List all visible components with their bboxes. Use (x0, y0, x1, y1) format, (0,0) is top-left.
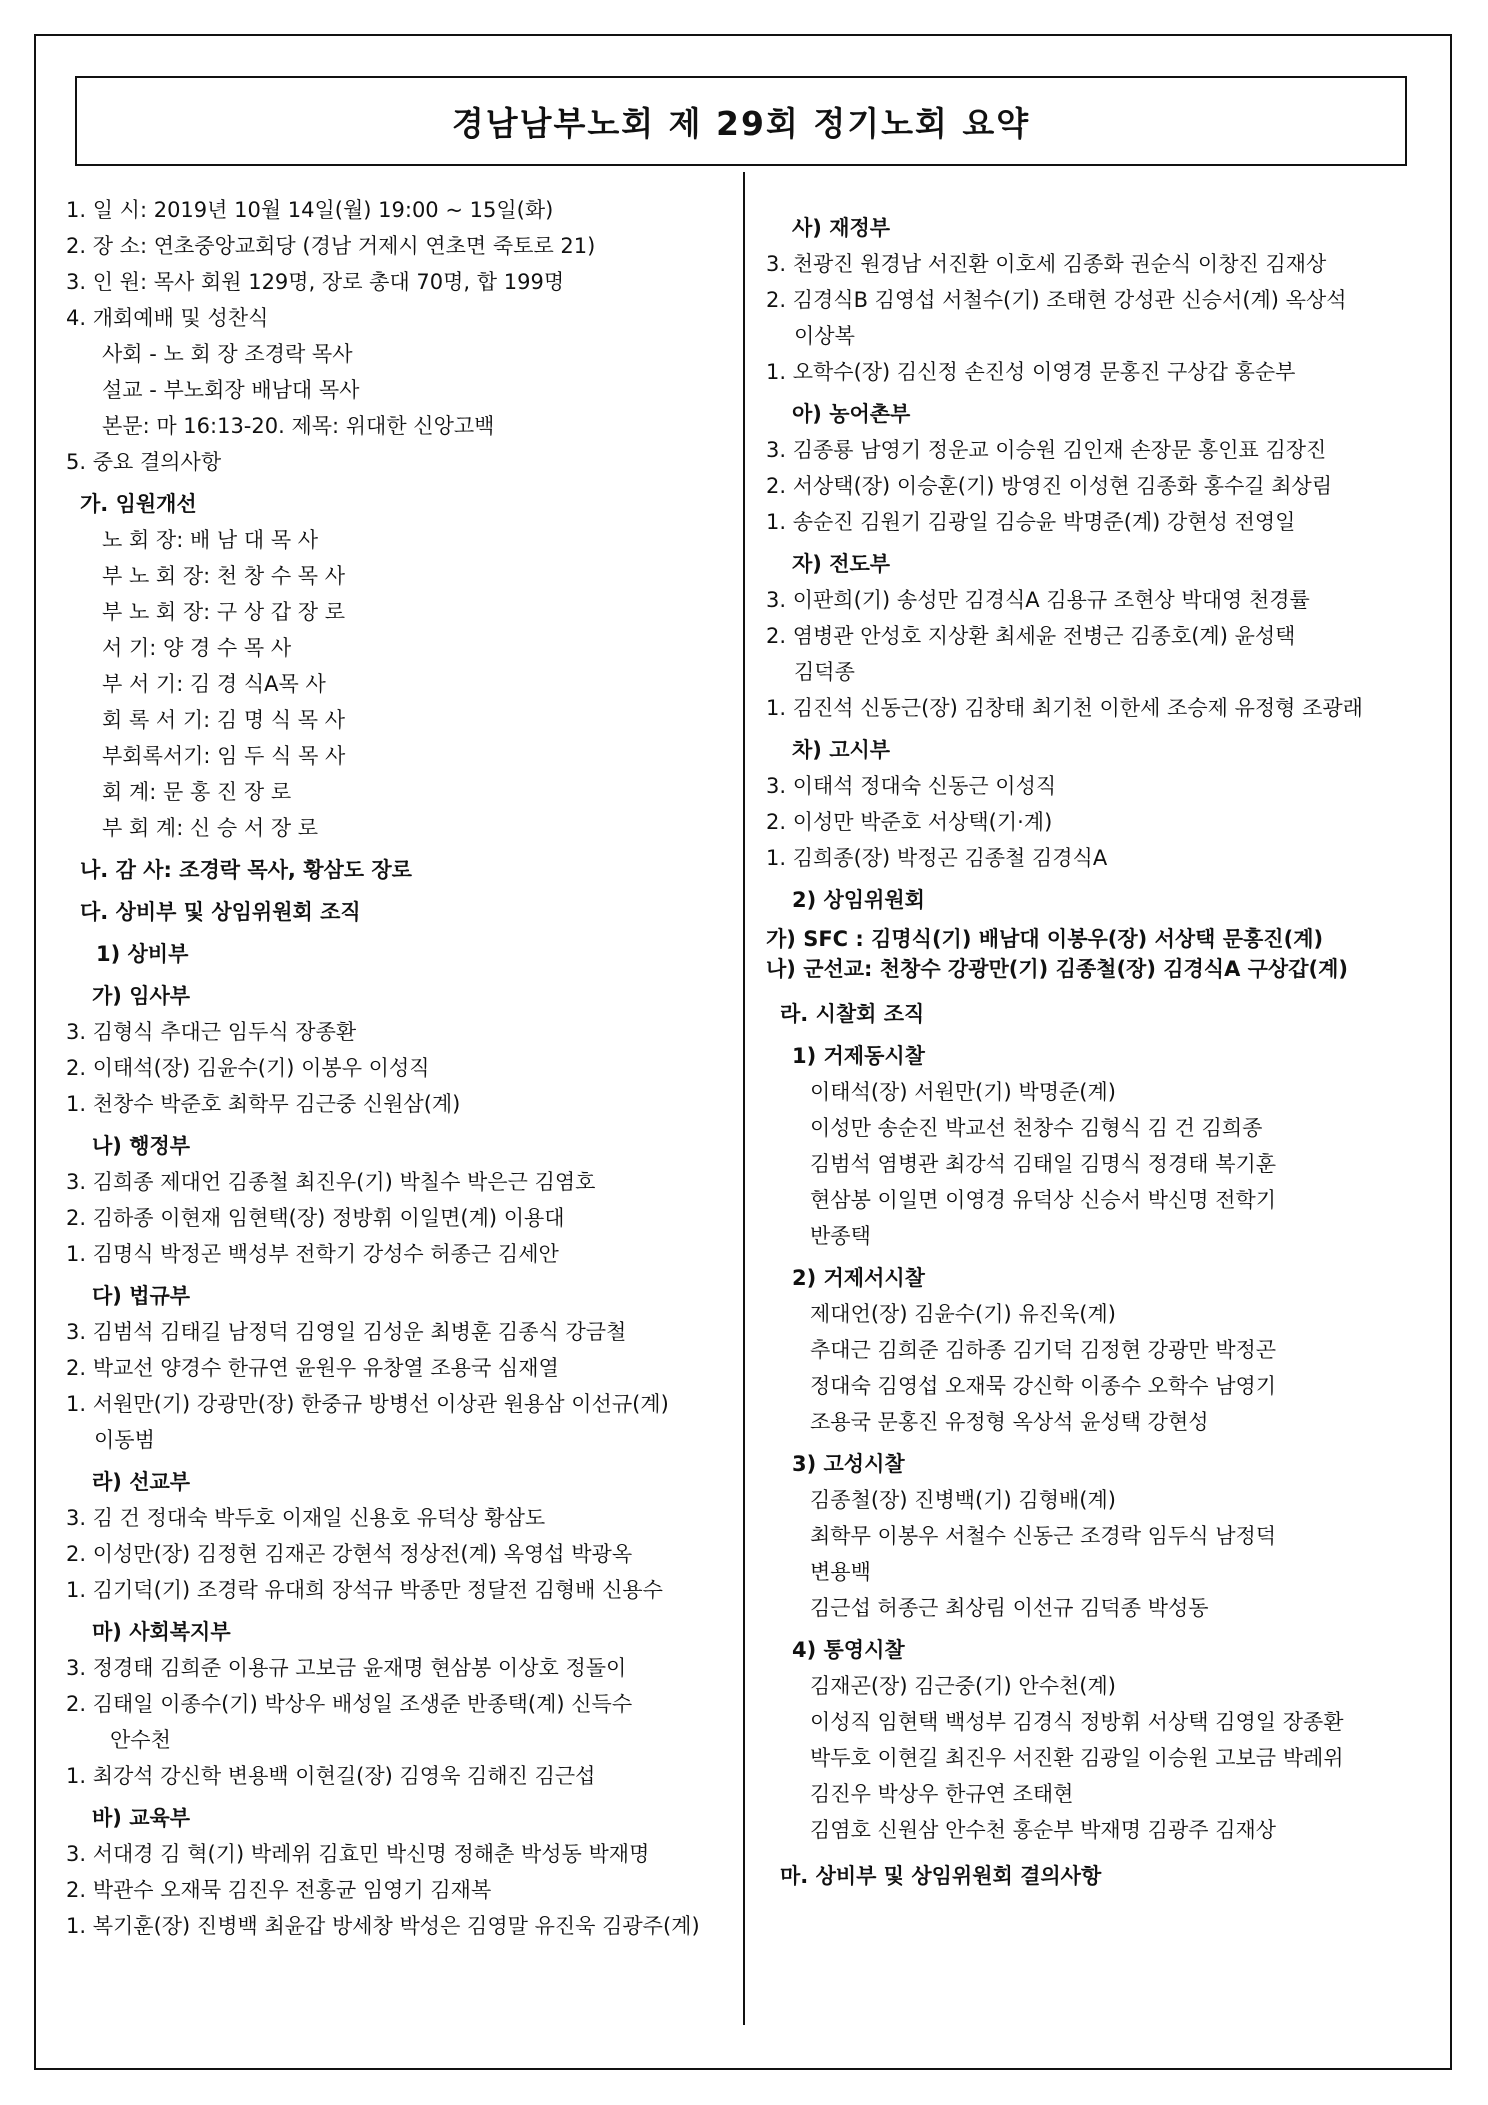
text-line: 1. 김진석 신동근(장) 김창태 최기천 이한세 조승제 유정형 조광래 (766, 696, 1363, 720)
text-line: 1. 김희종(장) 박정곤 김종철 김경식A (766, 846, 1108, 870)
subsection-heading: 1) 상비부 (96, 942, 189, 966)
text-line: 2. 김경식B 김영섭 서철수(기) 조태현 강성관 신승서(계) 옥상석 (766, 288, 1347, 312)
text-line: 3. 김 건 정대숙 박두호 이재일 신용호 유덕상 황삼도 (66, 1506, 546, 1530)
text-line: 김근섭 허종근 최상림 이선규 김덕종 박성동 (810, 1596, 1209, 1620)
text-line: 3. 김희종 제대언 김종철 최진우(기) 박칠수 박은근 김염호 (66, 1170, 596, 1194)
committee-line: 가) SFC : 김명식(기) 배남대 이봉우(장) 서상택 문홍진(계) (766, 927, 1324, 951)
text-line: 안수천 (110, 1728, 171, 1752)
text-line: 1. 서원만(기) 강광만(장) 한중규 방병선 이상관 원용삼 이선규(계) (66, 1392, 669, 1416)
dept-heading: 사) 재정부 (792, 216, 891, 240)
text-line: 2. 박교선 양경수 한규연 윤원우 유창열 조용국 심재열 (66, 1356, 559, 1380)
text-line: 설교 - 부노회장 배남대 목사 (102, 378, 360, 402)
text-line: 추대근 김희준 김하종 김기덕 김정현 강광만 박정곤 (810, 1338, 1277, 1362)
text-line: 5. 중요 결의사항 (66, 450, 222, 474)
text-line: 현삼봉 이일면 이영경 유덕상 신승서 박신명 전학기 (810, 1188, 1277, 1212)
left-column (66, 192, 731, 1944)
text-line: 4. 개회예배 및 성찬식 (66, 306, 269, 330)
text-line: 정대숙 김영섭 오재묵 강신학 이종수 오학수 남영기 (810, 1374, 1277, 1398)
text-line: 사회 - 노 회 장 조경락 목사 (102, 342, 353, 366)
dept-heading: 나) 행정부 (92, 1134, 191, 1158)
text-line: 1. 김명식 박정곤 백성부 전학기 강성수 허종근 김세안 (66, 1242, 559, 1266)
text-line: 3. 정경태 김희준 이용규 고보금 윤재명 현삼봉 이상호 정돌이 (66, 1656, 627, 1680)
officer-line: 부 회 계: 신 승 서 장 로 (102, 816, 319, 840)
officer-line: 노 회 장: 배 남 대 목 사 (102, 528, 319, 552)
officer-line: 서 기: 양 경 수 목 사 (102, 636, 292, 660)
text-line: 3. 김종룡 남영기 정운교 이승원 김인재 손장문 홍인표 김장진 (766, 438, 1327, 462)
text-line: 이태석(장) 서원만(기) 박명준(계) (810, 1080, 1116, 1104)
text-line: 반종택 (810, 1224, 871, 1248)
section-heading: 라. 시찰회 조직 (780, 1002, 925, 1026)
officer-line: 부 서 기: 김 경 식A목 사 (102, 672, 326, 696)
officer-line: 회 록 서 기: 김 명 식 목 사 (102, 708, 346, 732)
text-line: 1. 일 시: 2019년 10월 14일(월) 19:00 ~ 15일(화) (66, 198, 554, 222)
text-line: 3. 김형식 추대근 임두식 장종환 (66, 1020, 357, 1044)
officer-line: 부 노 회 장: 구 상 갑 장 로 (102, 600, 346, 624)
page-title: 경남남부노회 제 29회 정기노회 요약 (451, 103, 1031, 143)
text-line: 3. 이판희(기) 송성만 김경식A 김용규 조현상 박대영 천경률 (766, 588, 1310, 612)
text-line: 3. 이태석 정대숙 신동근 이성직 (766, 774, 1057, 798)
text-line: 이동범 (94, 1428, 155, 1452)
text-line: 김종철(장) 진병백(기) 김형배(계) (810, 1488, 1116, 1512)
text-line: 변용백 (810, 1560, 871, 1584)
text-line: 3. 김범석 김태길 남정덕 김영일 김성운 최병훈 김종식 강금철 (66, 1320, 627, 1344)
text-line: 2. 김태일 이종수(기) 박상우 배성일 조생준 반종택(계) 신득수 (66, 1692, 633, 1716)
officer-line: 부회록서기: 임 두 식 목 사 (102, 744, 346, 768)
text-line: 이상복 (794, 324, 855, 348)
subsection-heading: 2) 거제서시찰 (792, 1266, 925, 1290)
text-line: 2. 서상택(장) 이승훈(기) 방영진 이성현 김종화 홍수길 최상림 (766, 474, 1333, 498)
dept-heading: 다) 법규부 (92, 1284, 191, 1308)
dept-heading: 바) 교육부 (92, 1806, 191, 1830)
title-box (75, 76, 1407, 166)
text-line: 1. 복기훈(장) 진병백 최윤갑 방세창 박성은 김영말 유진욱 김광주(계) (66, 1914, 700, 1938)
text-line: 2. 이성만(장) 김정현 김재곤 강현석 정상전(계) 옥영섭 박광옥 (66, 1542, 633, 1566)
text-line: 본문: 마 16:13-20. 제목: 위대한 신앙고백 (102, 414, 495, 438)
section-heading: 나. 감 사: 조경락 목사, 황삼도 장로 (80, 858, 412, 882)
text-line: 이성만 송순진 박교선 천창수 김형식 김 건 김희종 (810, 1116, 1263, 1140)
dept-heading: 가) 임사부 (92, 984, 191, 1008)
text-line: 2. 김하종 이현재 임현택(장) 정방휘 이일면(계) 이용대 (66, 1206, 565, 1230)
text-line: 1. 최강석 강신학 변용백 이현길(장) 김영욱 김해진 김근섭 (66, 1764, 596, 1788)
text-line: 3. 인 원: 목사 회원 129명, 장로 총대 70명, 합 199명 (66, 270, 565, 294)
text-line: 이성직 임현택 백성부 김경식 정방휘 서상택 김영일 장종환 (810, 1710, 1344, 1734)
text-line: 1. 송순진 김원기 김광일 김승윤 박명준(계) 강현성 전영일 (766, 510, 1296, 534)
section-heading: 마. 상비부 및 상임위원회 결의사항 (780, 1864, 1102, 1888)
dept-heading: 차) 고시부 (792, 738, 891, 762)
text-line: 김재곤(장) 김근중(기) 안수천(계) (810, 1674, 1116, 1698)
column-divider (743, 172, 745, 2025)
text-line: 3. 서대경 김 혁(기) 박레위 김효민 박신명 정해춘 박성동 박재명 (66, 1842, 650, 1866)
text-line: 박두호 이현길 최진우 서진환 김광일 이승원 고보금 박레위 (810, 1746, 1344, 1770)
text-line: 최학무 이봉우 서철수 신동근 조경락 임두식 남정덕 (810, 1524, 1277, 1548)
section-heading: 가. 임원개선 (80, 492, 197, 516)
text-line: 1. 김기덕(기) 조경락 유대희 장석규 박종만 정달전 김형배 신용수 (66, 1578, 663, 1602)
text-line: 1. 천창수 박준호 최학무 김근중 신원삼(계) (66, 1092, 461, 1116)
dept-heading: 라) 선교부 (92, 1470, 191, 1494)
text-line: 김염호 신원삼 안수천 홍순부 박재명 김광주 김재상 (810, 1818, 1277, 1842)
dept-heading: 자) 전도부 (792, 552, 891, 576)
text-line: 2. 박관수 오재묵 김진우 전홍균 임영기 김재복 (66, 1878, 492, 1902)
text-line: 2. 장 소: 연초중앙교회당 (경남 거제시 연초면 죽토로 21) (66, 234, 596, 258)
subsection-heading: 3) 고성시찰 (792, 1452, 905, 1476)
text-line: 김범석 염병관 최강석 김태일 김명식 정경태 복기훈 (810, 1152, 1277, 1176)
text-line: 2. 이성만 박준호 서상택(기·계) (766, 810, 1053, 834)
text-line: 1. 오학수(장) 김신정 손진성 이영경 문홍진 구상갑 홍순부 (766, 360, 1296, 384)
committee-line: 나) 군선교: 천창수 강광만(기) 김종철(장) 김경식A 구상갑(계) (766, 957, 1348, 981)
subsection-heading: 2) 상임위원회 (792, 888, 925, 912)
text-line: 조용국 문홍진 유정형 옥상석 윤성택 강현성 (810, 1410, 1209, 1434)
text-line: 김덕종 (794, 660, 855, 684)
dept-heading: 아) 농어촌부 (792, 402, 911, 426)
subsection-heading: 4) 통영시찰 (792, 1638, 905, 1662)
text-line: 2. 염병관 안성호 지상환 최세윤 전병근 김종호(계) 윤성택 (766, 624, 1296, 648)
subsection-heading: 1) 거제동시찰 (792, 1044, 925, 1068)
text-line: 3. 천광진 원경남 서진환 이호세 김종화 권순식 이창진 김재상 (766, 252, 1327, 276)
officer-line: 부 노 회 장: 천 창 수 목 사 (102, 564, 346, 588)
dept-heading: 마) 사회복지부 (92, 1620, 231, 1644)
text-line: 2. 이태석(장) 김윤수(기) 이봉우 이성직 (66, 1056, 430, 1080)
section-heading: 다. 상비부 및 상임위원회 조직 (80, 900, 361, 924)
text-line: 제대언(장) 김윤수(기) 유진욱(계) (810, 1302, 1116, 1326)
right-column (766, 210, 1426, 1894)
text-line: 김진우 박상우 한규연 조태현 (810, 1782, 1074, 1806)
officer-line: 회 계: 문 홍 진 장 로 (102, 780, 292, 804)
